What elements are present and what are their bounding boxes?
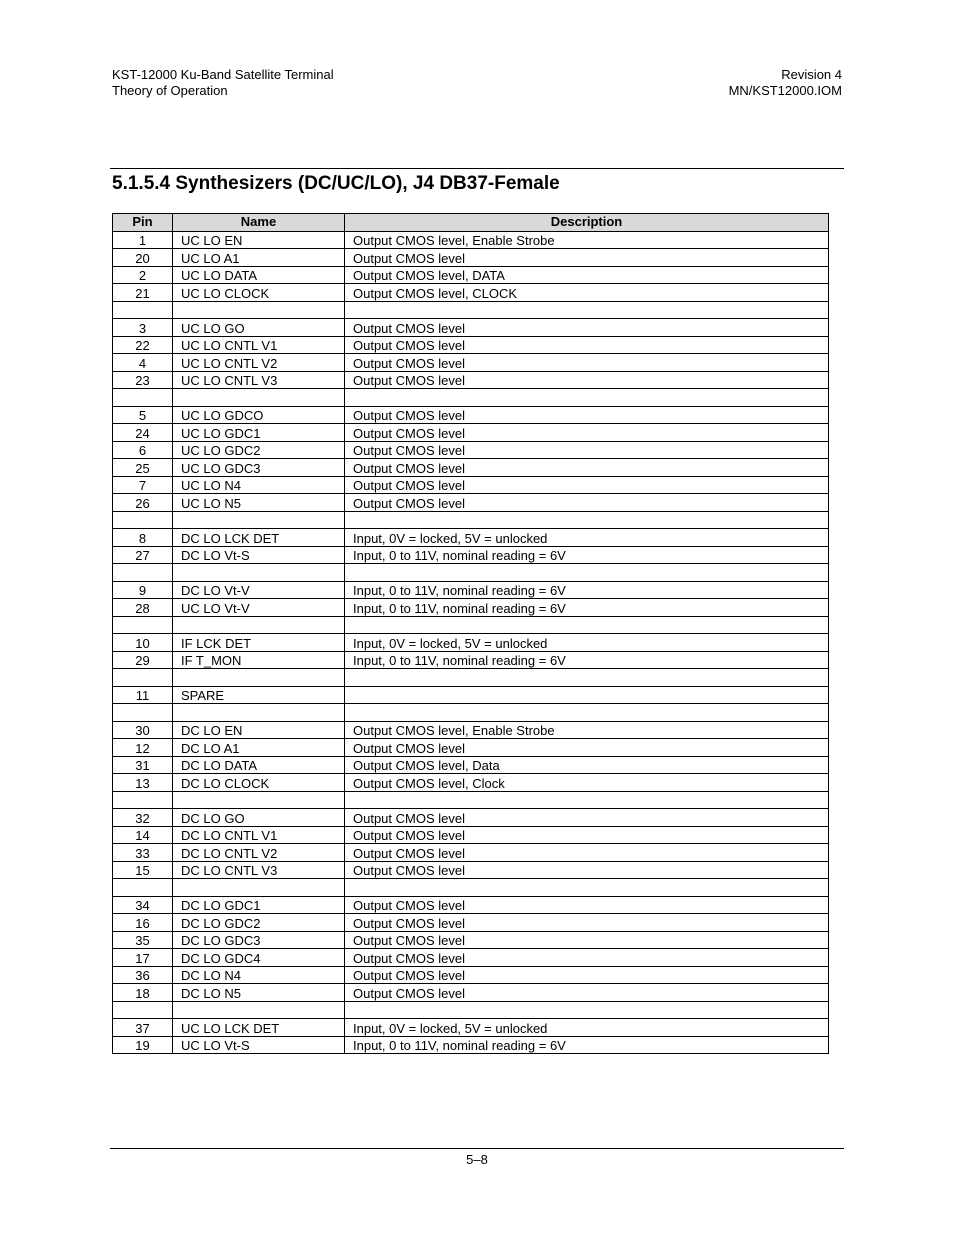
description-cell: Output CMOS level: [345, 826, 829, 844]
table-row: [113, 371, 829, 389]
description-cell: Output CMOS level, DATA: [345, 266, 829, 284]
table-row: [113, 354, 829, 372]
signal-name-cell: [173, 564, 345, 582]
table-row: [113, 686, 829, 704]
signal-name-cell: UC LO EN: [173, 231, 345, 249]
pin-cell: 29: [113, 651, 173, 669]
signal-name-cell: [173, 511, 345, 529]
description-cell: Input, 0 to 11V, nominal reading = 6V: [345, 599, 829, 617]
pin-cell: 10: [113, 634, 173, 652]
description-cell: Input, 0 to 11V, nominal reading = 6V: [345, 651, 829, 669]
table-row: [113, 511, 829, 529]
table-row: [113, 231, 829, 249]
column-header-name: Name: [173, 214, 345, 232]
table-row: [113, 896, 829, 914]
description-cell: Input, 0V = locked, 5V = unlocked: [345, 1019, 829, 1037]
signal-name-cell: UC LO GDC1: [173, 424, 345, 442]
pinout-table: [112, 213, 829, 1054]
pin-cell: 24: [113, 424, 173, 442]
signal-name-cell: [173, 389, 345, 407]
description-cell: [345, 791, 829, 809]
description-cell: Output CMOS level, Data: [345, 756, 829, 774]
running-header-left: [112, 67, 334, 99]
table-row: [113, 284, 829, 302]
table-row: [113, 1036, 829, 1054]
description-cell: Output CMOS level: [345, 739, 829, 757]
table-row: [113, 651, 829, 669]
document-number: MN/KST12000.IOM: [728, 83, 842, 98]
signal-name-cell: DC LO CLOCK: [173, 774, 345, 792]
table-row: [113, 1019, 829, 1037]
table-row: [113, 389, 829, 407]
pin-cell: 31: [113, 756, 173, 774]
column-header-pin: Pin: [113, 214, 173, 232]
description-cell: Output CMOS level: [345, 984, 829, 1002]
pin-cell: 33: [113, 844, 173, 862]
pin-cell: 28: [113, 599, 173, 617]
signal-name-cell: UC LO DATA: [173, 266, 345, 284]
signal-name-cell: DC LO LCK DET: [173, 529, 345, 547]
pin-cell: 23: [113, 371, 173, 389]
running-header-right: [729, 67, 842, 99]
chapter-title: Theory of Operation: [112, 83, 228, 98]
signal-name-cell: DC LO GDC1: [173, 896, 345, 914]
pin-cell: [113, 704, 173, 722]
table-row: [113, 546, 829, 564]
description-cell: Output CMOS level: [345, 354, 829, 372]
signal-name-cell: [173, 669, 345, 687]
section-heading: 5.1.5.4 Synthesizers (DC/UC/LO), J4 DB37-Female: [112, 173, 560, 194]
description-cell: Output CMOS level: [345, 914, 829, 932]
description-cell: Output CMOS level: [345, 931, 829, 949]
pin-cell: 6: [113, 441, 173, 459]
table-row: [113, 826, 829, 844]
table-row: [113, 301, 829, 319]
signal-name-cell: DC LO GDC4: [173, 949, 345, 967]
signal-name-cell: UC LO GDCO: [173, 406, 345, 424]
pin-cell: [113, 564, 173, 582]
table-row: [113, 616, 829, 634]
description-cell: Output CMOS level: [345, 336, 829, 354]
description-cell: [345, 669, 829, 687]
description-cell: Output CMOS level: [345, 459, 829, 477]
table-row: [113, 949, 829, 967]
table-row: [113, 756, 829, 774]
signal-name-cell: DC LO Vt-S: [173, 546, 345, 564]
revision-label: Revision 4: [781, 67, 842, 82]
pin-cell: [113, 389, 173, 407]
description-cell: Output CMOS level: [345, 406, 829, 424]
description-cell: Output CMOS level, Enable Strobe: [345, 721, 829, 739]
description-cell: [345, 704, 829, 722]
pin-cell: 17: [113, 949, 173, 967]
table-row: [113, 879, 829, 897]
table-row: [113, 931, 829, 949]
table-row: [113, 529, 829, 547]
signal-name-cell: DC LO DATA: [173, 756, 345, 774]
pin-cell: [113, 511, 173, 529]
signal-name-cell: DC LO Vt-V: [173, 581, 345, 599]
pin-cell: 36: [113, 966, 173, 984]
signal-name-cell: DC LO N5: [173, 984, 345, 1002]
table-row: [113, 336, 829, 354]
pin-cell: 12: [113, 739, 173, 757]
pin-cell: 3: [113, 319, 173, 337]
table-row: [113, 424, 829, 442]
description-cell: Output CMOS level: [345, 966, 829, 984]
description-cell: Output CMOS level: [345, 249, 829, 267]
table-row: [113, 739, 829, 757]
pin-cell: 7: [113, 476, 173, 494]
description-cell: [345, 1001, 829, 1019]
description-cell: [345, 616, 829, 634]
column-header-description: Description: [345, 214, 829, 232]
description-cell: Output CMOS level, CLOCK: [345, 284, 829, 302]
table-row: [113, 1001, 829, 1019]
signal-name-cell: DC LO A1: [173, 739, 345, 757]
description-cell: Input, 0 to 11V, nominal reading = 6V: [345, 581, 829, 599]
pin-cell: [113, 669, 173, 687]
signal-name-cell: [173, 879, 345, 897]
signal-name-cell: SPARE: [173, 686, 345, 704]
table-row: [113, 809, 829, 827]
signal-name-cell: [173, 1001, 345, 1019]
table-row: [113, 844, 829, 862]
table-row: [113, 494, 829, 512]
description-cell: Input, 0V = locked, 5V = unlocked: [345, 529, 829, 547]
table-row: [113, 774, 829, 792]
signal-name-cell: DC LO EN: [173, 721, 345, 739]
table-row: [113, 459, 829, 477]
pin-cell: 37: [113, 1019, 173, 1037]
table-header-row: [113, 214, 829, 232]
table-row: [113, 441, 829, 459]
table-row: [113, 634, 829, 652]
signal-name-cell: DC LO GDC2: [173, 914, 345, 932]
signal-name-cell: UC LO N4: [173, 476, 345, 494]
signal-name-cell: DC LO GDC3: [173, 931, 345, 949]
pin-cell: 5: [113, 406, 173, 424]
pin-cell: 30: [113, 721, 173, 739]
pin-cell: 15: [113, 861, 173, 879]
description-cell: Output CMOS level: [345, 494, 829, 512]
description-cell: Output CMOS level: [345, 809, 829, 827]
pin-cell: [113, 301, 173, 319]
signal-name-cell: UC LO Vt-S: [173, 1036, 345, 1054]
signal-name-cell: [173, 791, 345, 809]
table-row: [113, 669, 829, 687]
table-body: [113, 231, 829, 1054]
pin-cell: [113, 791, 173, 809]
description-cell: [345, 511, 829, 529]
page-number: 5–8: [466, 1152, 488, 1167]
pin-cell: 19: [113, 1036, 173, 1054]
description-cell: [345, 301, 829, 319]
description-cell: Output CMOS level: [345, 441, 829, 459]
description-cell: [345, 686, 829, 704]
signal-name-cell: UC LO GO: [173, 319, 345, 337]
description-cell: Output CMOS level: [345, 476, 829, 494]
description-cell: Output CMOS level, Clock: [345, 774, 829, 792]
table-row: [113, 984, 829, 1002]
description-cell: [345, 389, 829, 407]
table-row: [113, 721, 829, 739]
signal-name-cell: UC LO CNTL V1: [173, 336, 345, 354]
pin-cell: 13: [113, 774, 173, 792]
pin-cell: 9: [113, 581, 173, 599]
signal-name-cell: DC LO CNTL V2: [173, 844, 345, 862]
signal-name-cell: [173, 301, 345, 319]
description-cell: Output CMOS level: [345, 861, 829, 879]
description-cell: Output CMOS level: [345, 896, 829, 914]
signal-name-cell: UC LO N5: [173, 494, 345, 512]
signal-name-cell: DC LO CNTL V1: [173, 826, 345, 844]
pin-cell: 1: [113, 231, 173, 249]
signal-name-cell: IF T_MON: [173, 651, 345, 669]
table-row: [113, 564, 829, 582]
description-cell: Input, 0 to 11V, nominal reading = 6V: [345, 1036, 829, 1054]
signal-name-cell: DC LO N4: [173, 966, 345, 984]
description-cell: [345, 879, 829, 897]
description-cell: Output CMOS level: [345, 371, 829, 389]
table-row: [113, 791, 829, 809]
table-row: [113, 861, 829, 879]
table-row: [113, 581, 829, 599]
signal-name-cell: [173, 616, 345, 634]
pin-cell: 4: [113, 354, 173, 372]
footer-divider: [110, 1148, 844, 1149]
signal-name-cell: UC LO CNTL V2: [173, 354, 345, 372]
table-row: [113, 266, 829, 284]
description-cell: Output CMOS level: [345, 424, 829, 442]
pin-cell: 20: [113, 249, 173, 267]
description-cell: Input, 0 to 11V, nominal reading = 6V: [345, 546, 829, 564]
table-row: [113, 476, 829, 494]
pin-cell: 2: [113, 266, 173, 284]
table-row: [113, 319, 829, 337]
header-divider: [110, 168, 844, 169]
signal-name-cell: UC LO LCK DET: [173, 1019, 345, 1037]
table-row: [113, 966, 829, 984]
signal-name-cell: UC LO GDC3: [173, 459, 345, 477]
signal-name-cell: UC LO CLOCK: [173, 284, 345, 302]
pin-cell: 8: [113, 529, 173, 547]
description-cell: Output CMOS level: [345, 844, 829, 862]
signal-name-cell: UC LO A1: [173, 249, 345, 267]
pin-cell: 35: [113, 931, 173, 949]
document-title: KST-12000 Ku-Band Satellite Terminal: [112, 67, 334, 82]
signal-name-cell: UC LO GDC2: [173, 441, 345, 459]
pin-cell: 22: [113, 336, 173, 354]
pin-cell: 16: [113, 914, 173, 932]
signal-name-cell: UC LO Vt-V: [173, 599, 345, 617]
signal-name-cell: [173, 704, 345, 722]
pin-cell: 34: [113, 896, 173, 914]
pin-cell: 14: [113, 826, 173, 844]
description-cell: Output CMOS level: [345, 319, 829, 337]
pin-cell: 27: [113, 546, 173, 564]
table-row: [113, 704, 829, 722]
table-row: [113, 914, 829, 932]
description-cell: Output CMOS level, Enable Strobe: [345, 231, 829, 249]
table-row: [113, 599, 829, 617]
pin-cell: 25: [113, 459, 173, 477]
pin-cell: 21: [113, 284, 173, 302]
pin-cell: 18: [113, 984, 173, 1002]
pin-cell: 11: [113, 686, 173, 704]
description-cell: Output CMOS level: [345, 949, 829, 967]
description-cell: [345, 564, 829, 582]
signal-name-cell: DC LO GO: [173, 809, 345, 827]
pin-cell: 26: [113, 494, 173, 512]
signal-name-cell: DC LO CNTL V3: [173, 861, 345, 879]
pin-cell: [113, 616, 173, 634]
table-row: [113, 249, 829, 267]
signal-name-cell: UC LO CNTL V3: [173, 371, 345, 389]
table-row: [113, 406, 829, 424]
pin-cell: [113, 1001, 173, 1019]
signal-name-cell: IF LCK DET: [173, 634, 345, 652]
pin-cell: 32: [113, 809, 173, 827]
description-cell: Input, 0V = locked, 5V = unlocked: [345, 634, 829, 652]
pin-cell: [113, 879, 173, 897]
